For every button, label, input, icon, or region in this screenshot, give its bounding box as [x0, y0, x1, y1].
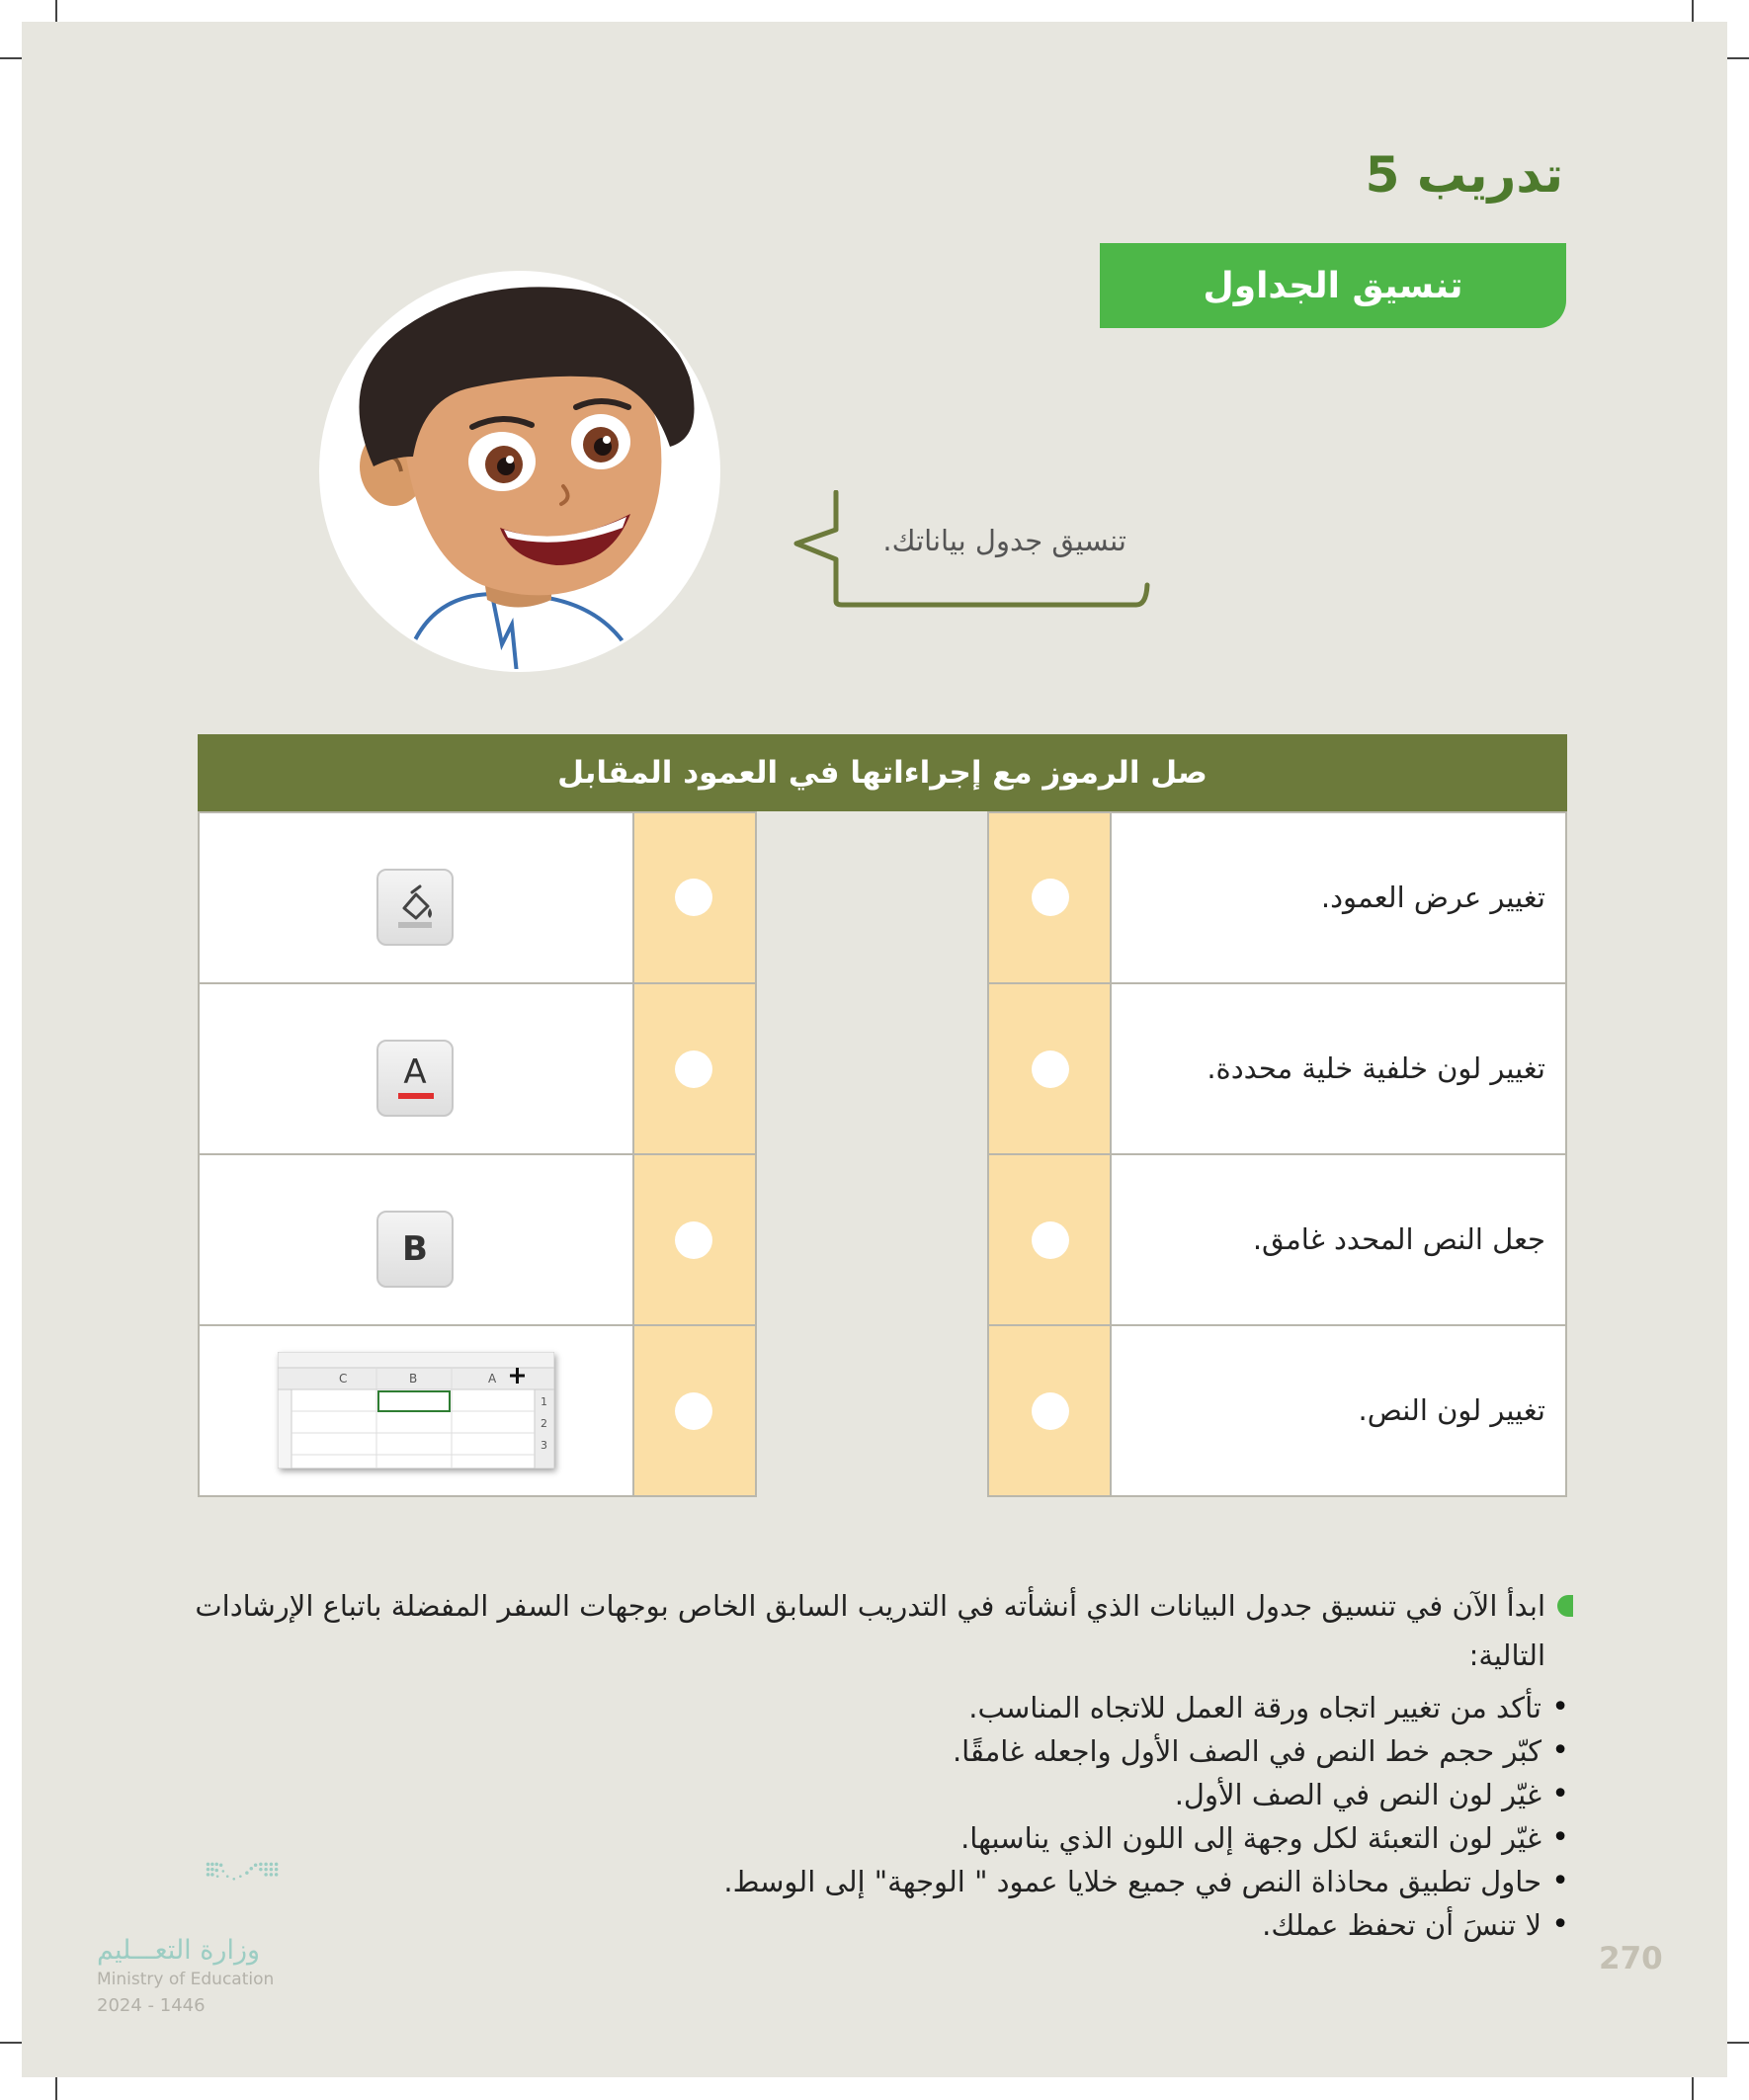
connector-dot-right[interactable] — [1032, 1392, 1069, 1430]
connector-dot-left[interactable] — [675, 1221, 712, 1259]
instruction-item: • كبّر حجم خط النص في الصف الأول واجعله غامقًا. — [190, 1729, 1573, 1773]
bold-letter: B — [402, 1229, 428, 1269]
connector-dot-left[interactable] — [675, 879, 712, 916]
instruction-item: • لا تنسَ أن تحفظ عملك. — [190, 1903, 1573, 1947]
strip-divider — [987, 1324, 1112, 1326]
connector-dot-left[interactable] — [675, 1050, 712, 1088]
action-label: تغيير لون خلفية خلية محددة. — [1207, 1051, 1545, 1085]
strip-divider — [632, 1324, 757, 1326]
ministry-name-en: Ministry of Education — [97, 1970, 275, 1989]
action-label: جعل النص المحدد غامق. — [1252, 1222, 1545, 1256]
connector-dot-left[interactable] — [675, 1392, 712, 1430]
section-banner — [1100, 243, 1566, 328]
edition-year: 2024 - 1446 — [97, 1995, 206, 2016]
font-color-icon — [376, 1040, 454, 1117]
boy-avatar-illustration — [314, 269, 725, 674]
instruction-item: • غيّر لون التعبئة لكل وجهة إلى اللون الذي يناسبها. — [190, 1816, 1573, 1860]
action-label: تغيير لون النص. — [1358, 1393, 1545, 1427]
instructions-intro: ابدأ الآن في تنسيق جدول البيانات الذي أنشأته في التدريب السابق الخاص بوجهات السفر المفضلة باتباع الإرشادات التالية: — [195, 1589, 1545, 1672]
bold-icon — [376, 1211, 454, 1288]
sheet-col-c: C — [339, 1372, 348, 1386]
connector-dot-right[interactable] — [1032, 1221, 1069, 1259]
instructions-list — [190, 1686, 1573, 1947]
sheet-row-3: 3 — [541, 1439, 547, 1452]
sheet-row-1: 1 — [541, 1395, 547, 1408]
strip-divider — [987, 982, 1112, 984]
paint-bucket-icon — [390, 882, 440, 932]
spreadsheet-thumbnail — [278, 1352, 554, 1469]
instructions-intro-block — [190, 1581, 1573, 1680]
matching-instruction: صل الرموز مع إجراءاتها في العمود المقابل — [557, 755, 1208, 791]
page-number: 270 — [1599, 1941, 1663, 1976]
exercise-title: تدريب 5 — [1365, 146, 1563, 204]
font-color-letter: A — [403, 1052, 427, 1092]
strip-divider — [987, 1153, 1112, 1155]
action-label: تغيير عرض العمود. — [1320, 881, 1545, 914]
instruction-item: • حاول تطبيق محاذاة النص في جميع خلايا عمود " الوجهة" إلى الوسط. — [190, 1860, 1573, 1903]
instruction-item: • غيّر لون النص في الصف الأول. — [190, 1773, 1573, 1816]
fill-color-icon — [376, 869, 454, 946]
strip-divider — [632, 982, 757, 984]
connector-dot-right[interactable] — [1032, 1050, 1069, 1088]
green-marker — [1557, 1595, 1573, 1617]
connector-dot-right[interactable] — [1032, 879, 1069, 916]
sheet-col-b: B — [409, 1372, 418, 1386]
ministry-logo — [97, 1860, 354, 1929]
sheet-row-2: 2 — [541, 1417, 547, 1430]
font-color-underline — [398, 1093, 434, 1099]
matching-instruction-header — [198, 734, 1567, 811]
instructions — [190, 1581, 1573, 1947]
column-width-icon — [278, 1352, 554, 1469]
instruction-item: • تأكد من تغيير اتجاه ورقة العمل للاتجاه المناسب. — [190, 1686, 1573, 1729]
strip-divider — [632, 1153, 757, 1155]
ministry-name-ar: وزارة التعـــليم — [97, 1935, 261, 1966]
sheet-col-a: A — [488, 1372, 497, 1386]
section-title: تنسيق الجداول — [1203, 265, 1463, 306]
speech-text: تنسيق جدول بياناتك. — [882, 524, 1126, 557]
